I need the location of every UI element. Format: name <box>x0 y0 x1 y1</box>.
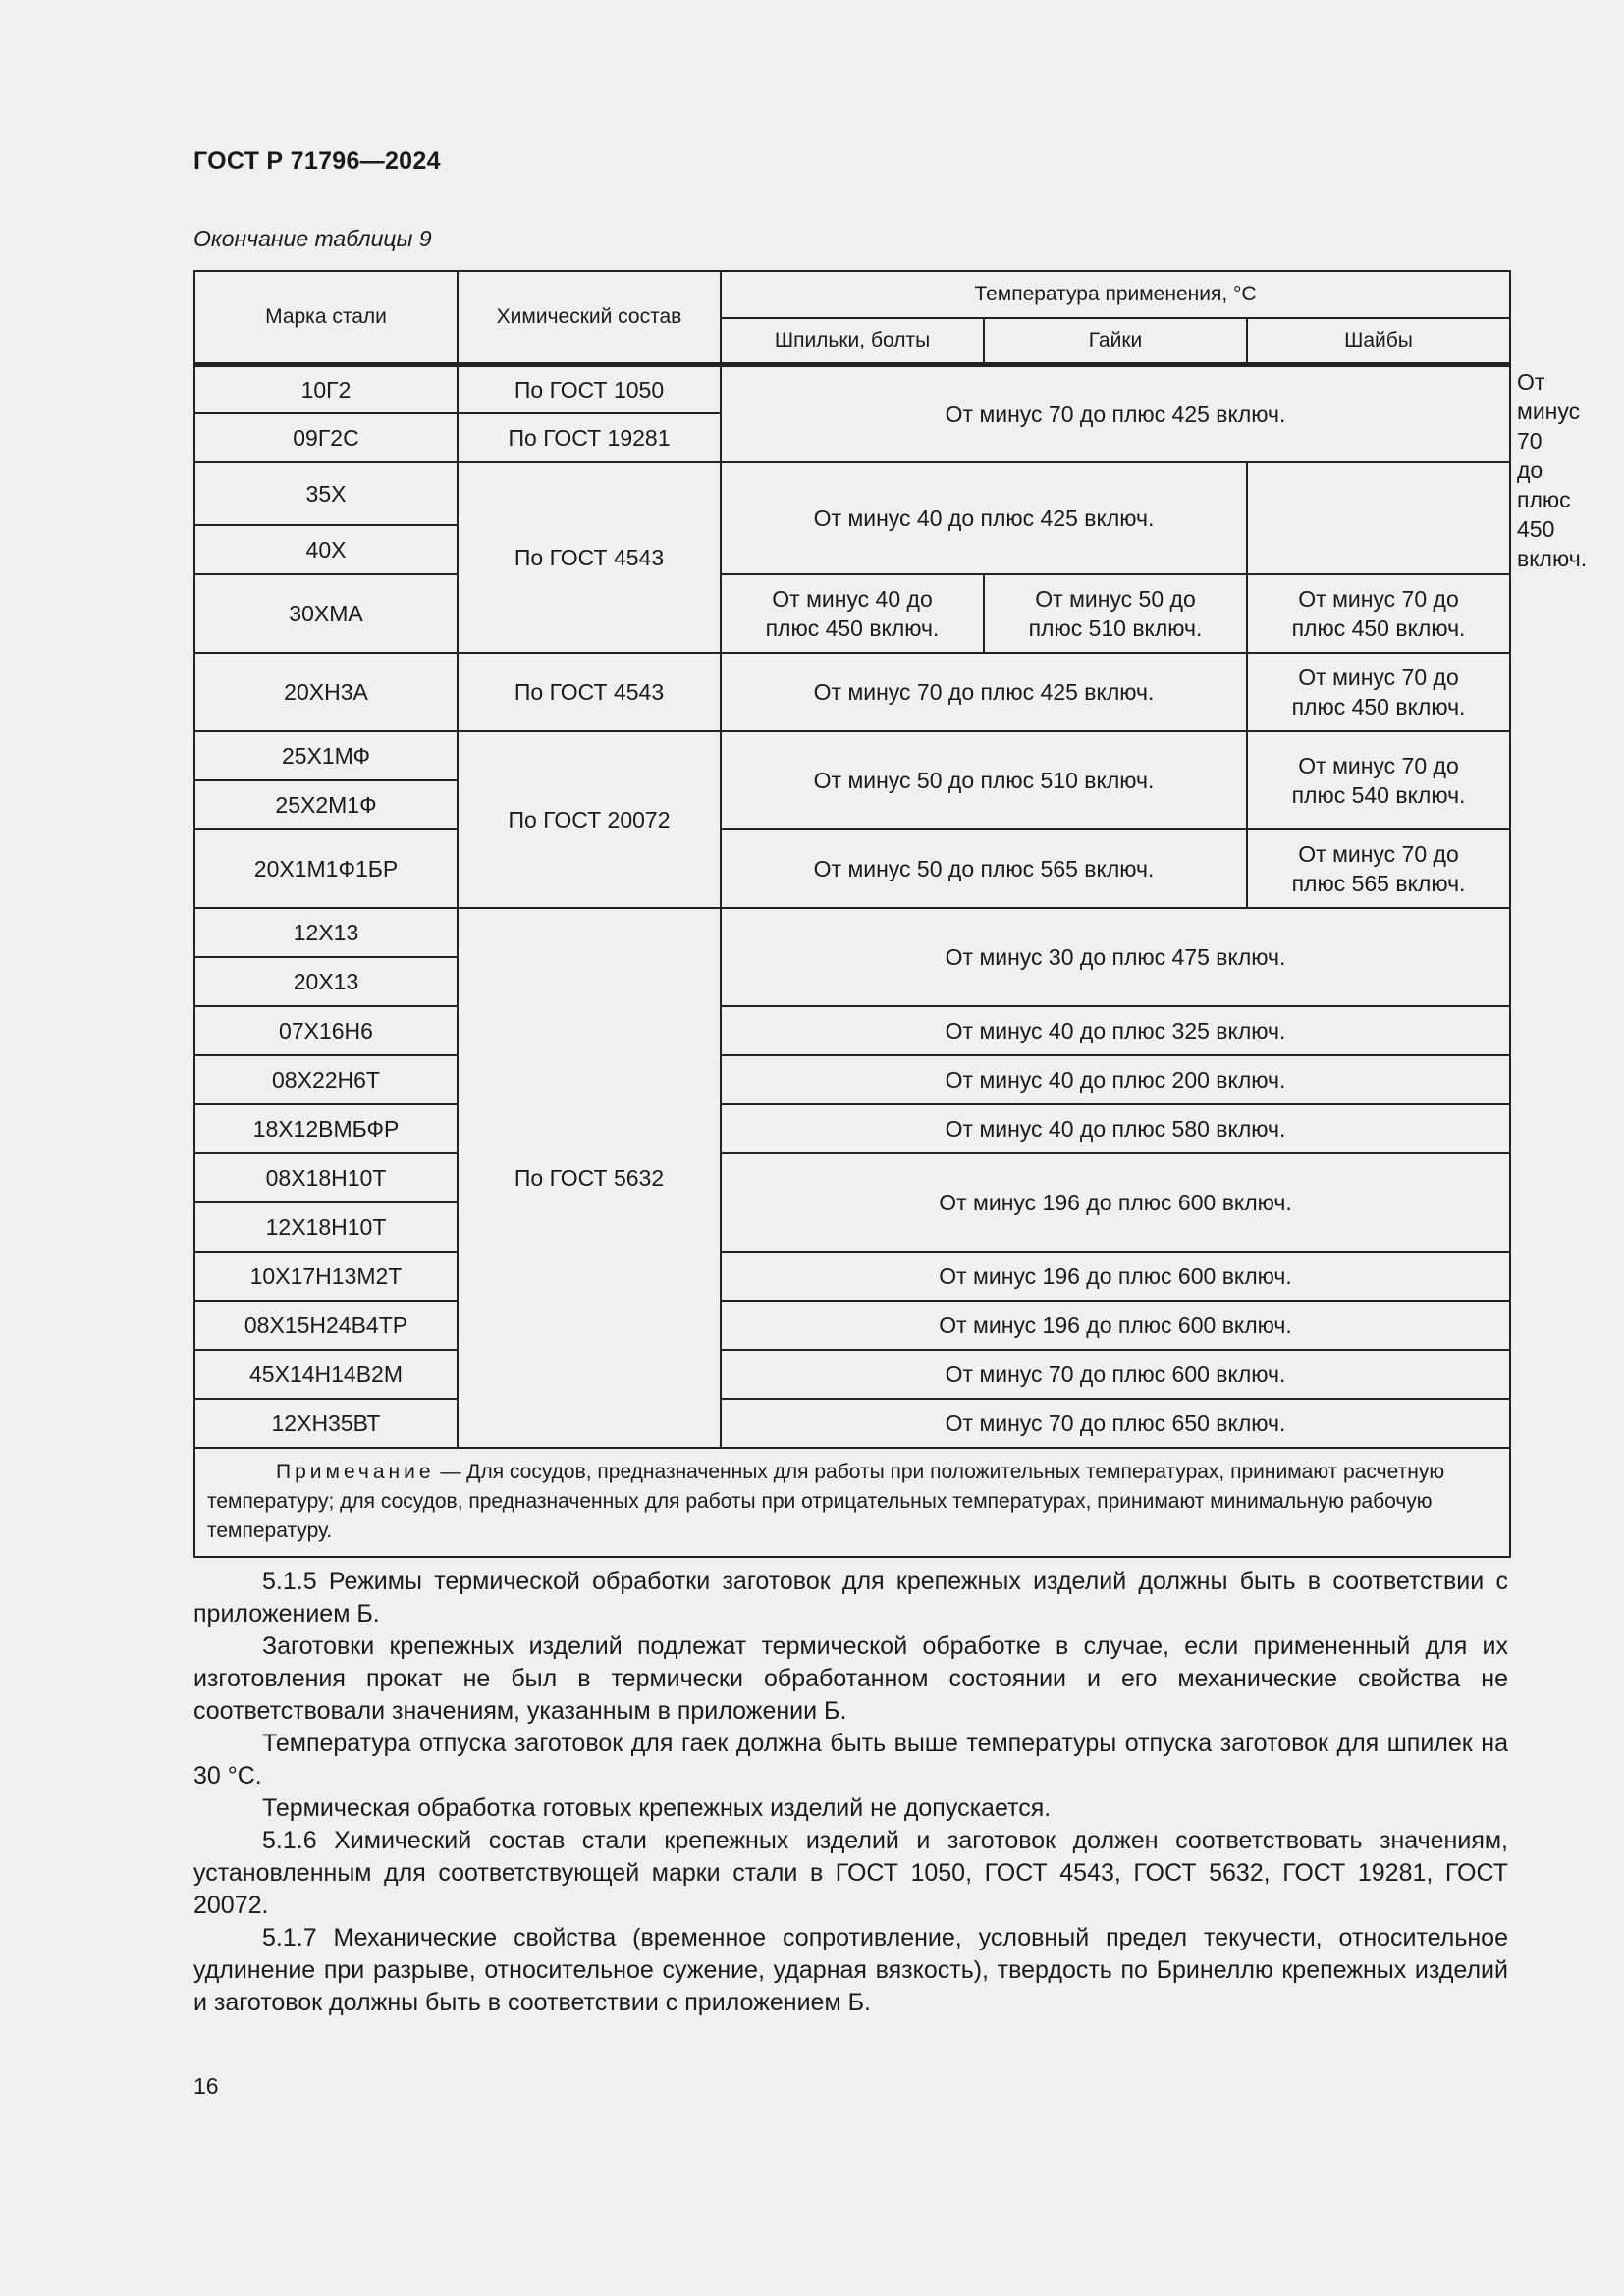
steel-grade-cell: 08Х18Н10Т <box>194 1153 458 1202</box>
temperature-cell: От минус 30 до плюс 475 включ. <box>721 908 1510 1006</box>
table-row <box>194 653 1510 731</box>
washer-temp-line-1: От минус 70 до <box>1298 840 1459 867</box>
table-row <box>194 462 1510 525</box>
steel-grade-cell: 25Х2М1Ф <box>194 780 458 829</box>
washer-temp-line-2: плюс 565 включ. <box>1291 870 1466 896</box>
note-label: Примечание <box>276 1460 435 1483</box>
chem-composition-cell: По ГОСТ 4543 <box>458 653 721 731</box>
steel-grade-cell: 12Х18Н10Т <box>194 1202 458 1252</box>
temperature-cell: От минус 196 до плюс 600 включ. <box>721 1252 1510 1301</box>
steel-grade-cell: 30ХМА <box>194 574 458 653</box>
paragraph: 5.1.5 Режимы термической обработки заготовок для крепежных изделий должны быть в соответствии с приложением Б. <box>193 1568 1508 1628</box>
table-row <box>194 1055 1510 1104</box>
page-number: 16 <box>193 2073 219 2099</box>
table-row <box>194 1104 1510 1153</box>
temperature-cell: От минус 50 до плюс 565 включ. <box>721 829 1247 908</box>
bolt-temp-line-2: плюс 450 включ. <box>765 614 940 641</box>
steel-grade-cell: 40Х <box>194 525 458 574</box>
washer-temp-line-1: От минус 70 до <box>1298 585 1459 612</box>
steel-grades-table <box>193 270 1588 1558</box>
washer-temp-line-2: плюс 450 включ. <box>1291 693 1466 720</box>
temperature-cell: От минус 70 до плюс 650 включ. <box>721 1399 1510 1448</box>
header-application-temperature: Температура применения, °С <box>721 271 1510 318</box>
table-row <box>194 1153 1510 1202</box>
table-row <box>194 364 1510 413</box>
table-row <box>194 1006 1510 1055</box>
temperature-cell: От минус 40 до плюс 580 включ. <box>721 1104 1510 1153</box>
steel-grade-cell: 20Х1М1Ф1БР <box>194 829 458 908</box>
bolt-temperature-cell <box>721 574 984 653</box>
washer-temp-line-1: От минус 70 до <box>1298 664 1459 690</box>
paragraph: Температура отпуска заготовок для гаек должна быть выше температуры отпуска заготовок для шпилек на 30 °С. <box>193 1730 1508 1789</box>
table-row <box>194 829 1510 908</box>
temperature-cell: От минус 70 до плюс 600 включ. <box>721 1350 1510 1399</box>
nut-temperature-cell <box>984 574 1247 653</box>
washer-temp-line-1: От минус 70 до <box>1517 368 1581 483</box>
washer-temp-line-2: плюс 450 включ. <box>1291 614 1466 641</box>
header-nuts: Гайки <box>984 318 1247 364</box>
temperature-cell: От минус 40 до плюс 325 включ. <box>721 1006 1510 1055</box>
steel-grade-cell: 18Х12ВМБФР <box>194 1104 458 1153</box>
paragraph: 5.1.6 Химический состав стали крепежных изделий и заготовок должен соответствовать значениям, установленным для соответствующей марки стали в ГОСТ 1050, ГОСТ 4543, ГОСТ 5632, ГОСТ 19281, ГОСТ 20072. <box>193 1827 1508 1919</box>
table-row <box>194 1301 1510 1350</box>
washer-temp-line-1: От минус 70 до <box>1298 752 1459 778</box>
washer-temp-line-2: плюс 540 включ. <box>1291 781 1466 808</box>
temperature-cell: От минус 70 до плюс 425 включ. <box>721 364 1510 462</box>
paragraph: 5.1.7 Механические свойства (временное сопротивление, условный предел текучести, относительное удлинение при разрыве, относительное сужение, ударная вязкость), твердость по Бринеллю крепежных изделий и заготовок должны быть в соответствии с приложением Б. <box>193 1924 1508 2016</box>
washer-temperature-cell <box>1247 653 1510 731</box>
washer-temperature-cell <box>1247 829 1510 908</box>
temperature-cell: От минус 40 до плюс 425 включ. <box>721 462 1247 574</box>
steel-grade-cell: 45Х14Н14В2М <box>194 1350 458 1399</box>
steel-grade-cell: 08Х15Н24В4ТР <box>194 1301 458 1350</box>
bolt-temp-line-1: От минус 40 до <box>772 585 933 612</box>
temperature-cell: От минус 40 до плюс 200 включ. <box>721 1055 1510 1104</box>
temperature-cell: От минус 196 до плюс 600 включ. <box>721 1301 1510 1350</box>
steel-grade-cell: 07Х16Н6 <box>194 1006 458 1055</box>
chem-composition-cell: По ГОСТ 20072 <box>458 731 721 908</box>
table-row <box>194 908 1510 957</box>
temperature-cell: От минус 70 до плюс 425 включ. <box>721 653 1247 731</box>
steel-grade-cell: 12ХН35ВТ <box>194 1399 458 1448</box>
chem-composition-cell: По ГОСТ 1050 <box>458 364 721 413</box>
steel-grade-cell: 08Х22Н6Т <box>194 1055 458 1104</box>
table-row <box>194 1350 1510 1399</box>
header-washers: Шайбы <box>1247 318 1510 364</box>
body-text <box>193 1566 1508 2019</box>
table-row <box>194 731 1510 780</box>
table-note <box>194 1448 1510 1557</box>
header-studs-bolts: Шпильки, болты <box>721 318 984 364</box>
chem-composition-cell: По ГОСТ 4543 <box>458 462 721 653</box>
header-chemical-composition: Химический состав <box>458 271 721 364</box>
steel-grade-cell: 35Х <box>194 462 458 525</box>
steel-grade-cell: 09Г2С <box>194 413 458 462</box>
temperature-cell: От минус 196 до плюс 600 включ. <box>721 1153 1510 1252</box>
steel-grade-cell: 20Х13 <box>194 957 458 1006</box>
header-steel-grade: Марка стали <box>194 271 458 364</box>
steel-grade-cell: 25Х1МФ <box>194 731 458 780</box>
table-row <box>194 1399 1510 1448</box>
table-caption: Окончание таблицы 9 <box>193 226 432 251</box>
temperature-cell: От минус 50 до плюс 510 включ. <box>721 731 1247 829</box>
steel-grade-cell: 12Х13 <box>194 908 458 957</box>
steel-grades-table-container <box>193 270 1588 1558</box>
document-title: ГОСТ Р 71796—2024 <box>193 147 441 175</box>
washer-temp-line-2: плюс 450 включ. <box>1517 486 1588 571</box>
washer-temperature-cell <box>1247 574 1510 653</box>
note-text: — Для сосудов, предназначенных для работы при положительных температурах, принимают расчетную температуру; для сосудов, предназначенных для работы при отрицательных температурах, принимают минимальную рабочую температуру. <box>207 1460 1445 1542</box>
nut-temp-line-2: плюс 510 включ. <box>1028 614 1203 641</box>
steel-grade-cell: 20ХН3А <box>194 653 458 731</box>
nut-temp-line-1: От минус 50 до <box>1035 585 1196 612</box>
paragraph: Заготовки крепежных изделий подлежат термической обработке в случае, если примененный для их изготовления прокат не был в термически обработанном состоянии и его механические свойства не соответствовали значениям, указанным в приложении Б. <box>193 1632 1508 1725</box>
chem-composition-cell: По ГОСТ 5632 <box>458 908 721 1448</box>
table-row <box>194 1252 1510 1301</box>
steel-grade-cell: 10Х17Н13М2Т <box>194 1252 458 1301</box>
chem-composition-cell: По ГОСТ 19281 <box>458 413 721 462</box>
paragraph: Термическая обработка готовых крепежных изделий не допускается. <box>262 1794 1052 1822</box>
steel-grade-cell: 10Г2 <box>194 364 458 413</box>
table-row <box>194 574 1510 653</box>
table-note-row <box>194 1448 1510 1557</box>
washer-temperature-cell <box>1247 731 1510 829</box>
